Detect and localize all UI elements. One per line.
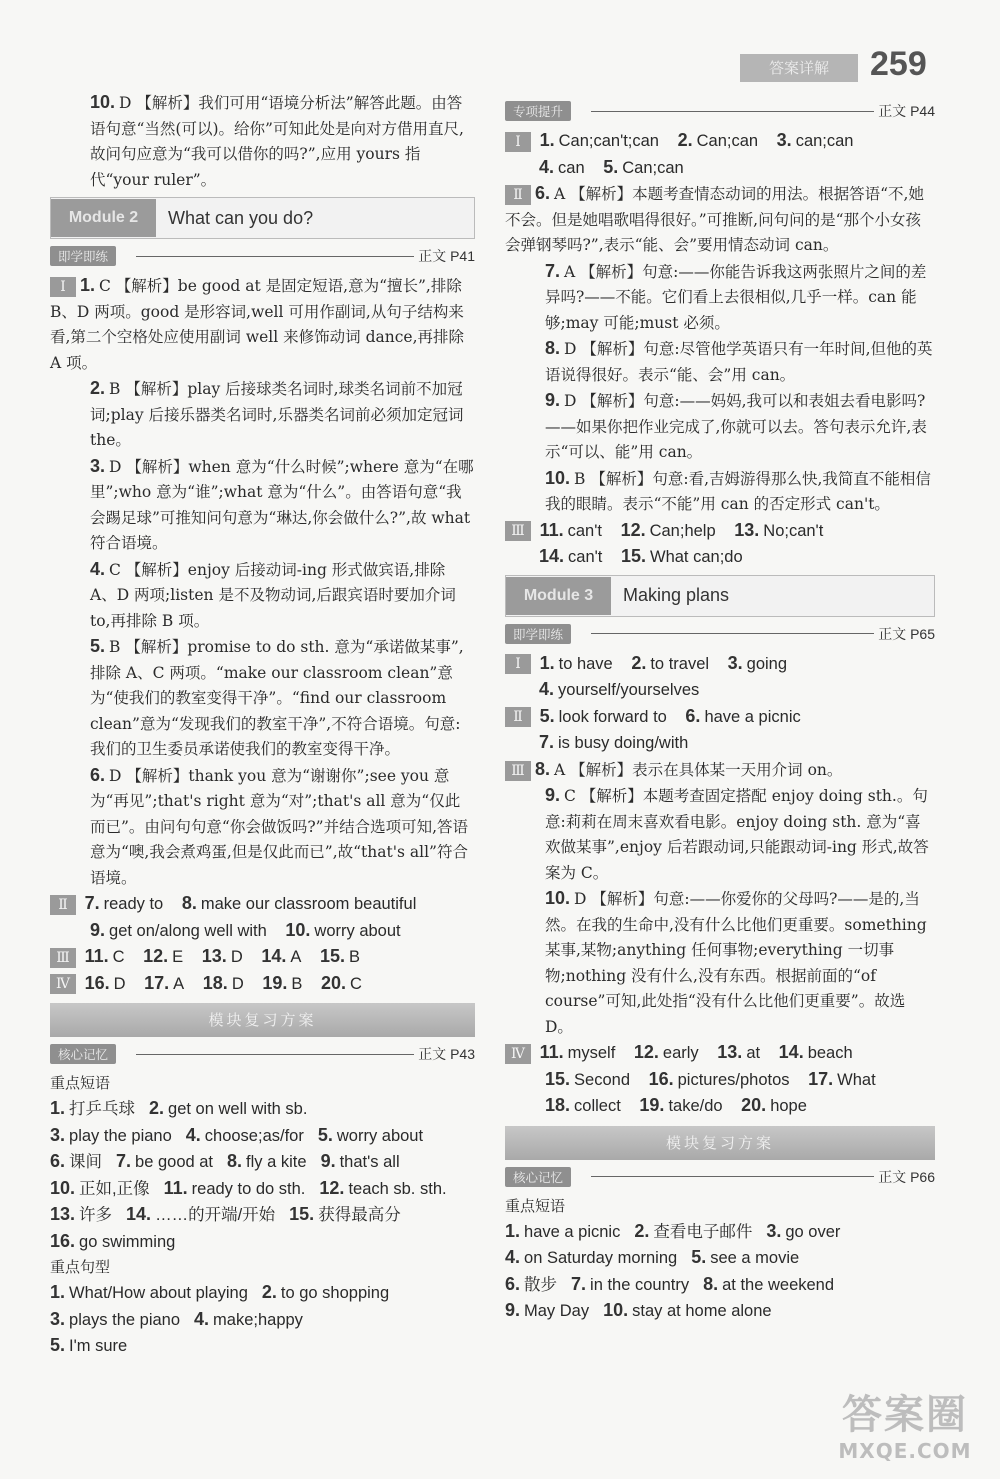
item-number: 10. [50,1177,76,1198]
core-memory-subheader [50,1043,475,1065]
item-number: 1. [50,1282,66,1302]
page-reference: 正文 P65 [878,625,935,642]
module-label: Module 3 [506,577,611,615]
answer-value: can't [568,548,603,566]
divider [591,1176,874,1177]
answer-value: at [746,1044,761,1062]
item-number: 11. [539,519,564,540]
answer-value: yourself/yourselves [558,681,700,699]
item-number: 8. [535,758,551,779]
item-number: 16. [648,1068,674,1089]
answer-item [505,783,935,886]
item-number: 16. [84,972,110,993]
m3-section-4-row-2 [505,1067,935,1094]
answer-item [505,886,935,1040]
left-column [50,90,475,1360]
answer-value: is busy doing/with [558,734,689,752]
item-number: 10. [285,919,311,940]
phrase-row [50,1176,475,1203]
answer-value: B [291,974,303,993]
answer-value: be good at [135,1153,214,1171]
answer-item [505,757,935,784]
section-roman-badge: Ⅲ [50,948,76,968]
answer-value: 课间 [69,1153,103,1171]
divider [591,111,874,112]
answer-value: A [173,974,185,993]
item-number: 8. [703,1273,719,1294]
answer-value: Can;can't;can [558,132,659,150]
section-roman-badge: Ⅰ [505,654,531,674]
answer-value: May Day [524,1302,590,1320]
answer-item [50,454,475,557]
practice-subheader [50,245,475,267]
answer-value: D [230,948,243,966]
item-number: 6. [90,764,106,785]
answer-value: hope [770,1097,807,1115]
section-tag: 答案详解 [740,54,858,82]
page-reference: 正文 P41 [418,248,475,264]
answer-value: No;can't [763,521,824,540]
item-number: 6. [50,1151,66,1171]
item-number: 5. [317,1124,333,1145]
answer-value: Can;can [622,158,684,177]
section-roman-badge: Ⅱ [50,895,76,915]
item-number: 2. [261,1282,277,1302]
answer-value: What can;do [650,548,743,566]
item-number: 2. [90,378,106,398]
item-number: 4. [185,1124,201,1145]
item-number: 17. [808,1068,834,1089]
item-number: 9. [545,785,561,805]
answer-item [505,466,935,518]
section-3-row-2 [505,544,935,571]
answer-value: to go shopping [280,1284,390,1302]
item-number: 8. [181,893,197,913]
m3-section-4-row-3 [505,1093,935,1120]
answer-value: 正如,正像 [79,1179,150,1198]
section-roman-badge: Ⅲ [505,521,531,541]
answer-value: Can;can [696,132,759,150]
item-number: 18. [545,1095,571,1115]
answer-value: go swimming [79,1232,176,1251]
item-number: 3. [776,130,792,150]
item-number: 7. [539,732,555,752]
item-number: 5. [603,156,619,177]
item-number: 1. [539,652,555,673]
sentence-row [50,1307,475,1334]
item-number: 7. [545,260,561,281]
page-reference: 正文 P44 [878,103,935,119]
m3-section-2-row-2 [505,730,935,757]
item-number: 9. [320,1151,336,1171]
answer-value: choose;as/for [204,1126,304,1145]
answer-value: B [349,948,361,966]
module-title: What can you do? [168,207,314,228]
item-text: D 【解析】thank you 意为“谢谢你”;see you 意为“再见”;that's right 意为“对”;that's all 意为“仅此而已”。由问句句意“你会做饭吗?”并结合选项可知,答语意为“噢,我会煮鸡蛋,但是仅此而已”,故“that's all”符合语境。 [90,766,469,887]
item-text: C 【解析】本题考查固定搭配 enjoy doing sth.。句意:莉莉在周末喜欢看电影。enjoy doing sth. 意为“喜欢做某事”,enjoy 后若跟动词,只能跟动词-ing 形式,故答案为 C。 [545,787,929,882]
item-text: D 【解析】句意:——你爱你的父母吗?——是的,当然。在我的生命中,没有什么比他们更重要。something 某事,某物;anything 任何事物;everything 一切事物;nothing 没有什么,没有东西。根据前面的“of course”可知,此处指“没有什么比他们更重要”。故选 D。 [545,890,927,1036]
item-number: 8. [227,1151,243,1171]
answer-item [50,376,475,454]
subheader-tag: 核心记忆 [505,1167,571,1187]
page-reference: 正文 P43 [418,1046,475,1062]
phrase-row [505,1219,935,1246]
phrase-row [50,1096,475,1123]
item-number: 1. [50,1098,66,1118]
section-3-row [50,944,475,971]
answer-item [50,634,475,763]
item-number: 11. [539,1042,564,1062]
item-number: 10. [603,1300,629,1320]
item-number: 4. [539,156,555,177]
sentence-row [50,1280,475,1307]
answer-value: worry about [336,1126,424,1145]
answer-value: to have [558,654,613,673]
item-number: 3. [766,1220,782,1241]
answer-value: fly a kite [246,1153,307,1171]
subheader-tag: 核心记忆 [50,1044,116,1064]
special-practice-subheader [505,100,935,122]
module-3-header [505,575,935,617]
item-number: 16. [50,1230,76,1251]
item-text: C 【解析】enjoy 后接动词-ing 形式做宾语,排除 A、D 两项;listen 是不及物动词,后跟宾语时要加介词 to,再排除 B 项。 [90,560,456,630]
answer-value: ……的开端/开始 [155,1206,276,1224]
section-roman-badge: Ⅱ [505,185,531,205]
answer-value: Can;help [649,521,716,540]
item-number: 19. [639,1095,665,1115]
item-number: 6. [505,1273,521,1294]
item-number: 18. [202,972,228,993]
phrase-row [50,1202,475,1229]
item-text: A 【解析】本题考查情态动词的用法。根据答语“不,她不会。但是她唱歌唱得很好。”可推断,问句问的是“那个小女孩会弹钢琴吗?”,表示“能、会”要用情态动词 can。 [505,185,924,254]
divider [136,256,414,257]
item-number: 4. [505,1247,521,1267]
item-number: 14. [261,946,287,966]
answer-value: early [662,1044,699,1062]
item-number: 1. [80,275,96,295]
answer-value: at the weekend [722,1275,835,1294]
item-number: 7. [116,1151,132,1171]
phrase-row [505,1272,935,1299]
answer-value: 打乒乓球 [69,1100,136,1118]
answer-value: worry about [314,921,401,940]
item-text: B 【解析】句意:看,吉姆游得那么快,我简直不能相信我的眼睛。表示“不能”用 can 的否定形式 can't。 [545,469,931,513]
m3-section-1-row-1 [505,651,935,678]
answer-value: 查看电子邮件 [653,1222,753,1241]
item-number: 2. [634,1220,650,1241]
m3-explanations [505,757,935,1041]
answer-value: C [112,948,125,966]
item-number: 11. [84,946,109,966]
key-phrases-list [50,1096,475,1255]
item-number: 1. [539,130,555,150]
answer-item [50,763,475,892]
item-number: 9. [90,919,106,940]
item-text: D 【解析】句意:尽管他学英语只有一年时间,但他的英语说得很好。表示“能、会”用 can。 [545,340,933,384]
item-number: 13. [50,1204,76,1224]
item-text: D 【解析】when 意为“什么时候”;where 意为“在哪里”;who 意为“谁”;what 意为“什么”。由答语句意“我会踢足球”可推知问句意为“琳达,你会做什么?”,故 what 符合语境。 [90,457,474,552]
item-number: 12. [620,519,646,540]
answer-value: stay at home alone [632,1302,772,1320]
item-text: A 【解析】句意:——你能告诉我这两张照片之间的差异吗?——不能。它们看上去很相似,几乎一样。can 能够;may 可能;must 必须。 [545,262,927,332]
phrase-row [50,1149,475,1176]
answer-value: A [290,948,302,966]
item-text: B 【解析】promise to do sth. 意为“承诺做某事”,排除 A、C 两项。“make our classroom clean”意为“使我们的教室变得干净”。“find our classroom clean”意为“发现我们的教室干净”,不符合语境。句意:我们的卫生委员承诺使我们的教室变得干净。 [90,638,464,758]
item-number: 3. [50,1124,66,1145]
answer-value: make;happy [213,1310,303,1329]
item-number: 2. [149,1098,165,1118]
m3-section-4-row-1 [505,1040,935,1067]
answer-value: myself [567,1044,616,1062]
answer-item [505,259,935,337]
answer-value: see a movie [710,1249,800,1267]
item-number: 13. [717,1042,743,1062]
item-number: 9. [505,1300,521,1320]
item-number: 12. [319,1177,345,1198]
subheader-tag: 即学即练 [505,624,571,644]
divider [136,1054,414,1055]
module-label: Module 2 [51,199,156,237]
review-banner: 模块复习方案 [50,1003,475,1037]
item-number: 5. [539,705,555,726]
divider [591,633,874,634]
answer-value: play the piano [69,1126,172,1145]
item-number: 13. [734,519,760,540]
answer-value: ready to do sth. [191,1179,306,1198]
phrase-row [50,1229,475,1256]
item-text: B 【解析】play 后接球类名词时,球类名词前不加冠词;play 后接乐器类名词时,乐器类名词前必须加定冠词 the。 [90,380,464,449]
item-number: 12. [143,946,169,966]
answer-value: E [172,948,184,966]
answer-value: D [231,974,244,993]
item-number: 5. [50,1335,66,1355]
answer-value: plays the piano [69,1310,181,1329]
item-number: 3. [727,652,743,673]
item-number: 3. [90,455,106,476]
answer-value: can [558,158,585,177]
section-roman-badge: Ⅳ [50,974,76,994]
item-number: 7. [571,1273,587,1294]
key-phrases-heading: 重点短语 [50,1074,111,1092]
phrase-row [505,1298,935,1325]
item-number: 15. [319,946,345,966]
item-number: 19. [262,972,288,993]
phrase-row [505,1245,935,1272]
item-number: 12. [633,1042,659,1062]
key-phrases-list [505,1219,935,1325]
item-number: 20. [320,972,346,993]
item-number: 20. [741,1095,767,1115]
watermark-logo [830,1392,980,1474]
answer-value: have a picnic [524,1222,621,1241]
item-text: D 【解析】句意:——妈妈,我可以和表姐去看电影吗?——如果你把作业完成了,你就可以去。答句表示允许,表示“可以、能”用 can。 [545,392,927,461]
m3-section-1-row-2 [505,677,935,704]
item-text: A 【解析】表示在具体某一天用介词 on。 [554,760,843,779]
item-number: 1. [505,1220,521,1241]
practice-subheader [505,623,935,645]
key-sentences-list [50,1280,475,1360]
item-text: C 【解析】be good at 是固定短语,意为“擅长”,排除 B、D 两项。good 是形容词,well 可用作副词,从句子结构来看,第二个空格处应使用副词 well 来修饰动词 dance,再排除 A 项。 [50,277,464,372]
answer-value: ready to [103,895,164,913]
item-number: 4. [90,558,106,579]
answer-value: What [837,1070,876,1089]
answer-item [505,181,935,259]
section-1-row-1 [505,128,935,155]
item-number: 15. [545,1068,571,1089]
answer-value: D [113,974,126,993]
answer-value: going [746,654,788,673]
subheader-tag: 即学即练 [50,246,116,266]
item-number: 2. [677,130,693,150]
right-column [505,96,935,1325]
answer-value: in the country [590,1275,690,1294]
item-number: 13. [201,946,227,966]
section-roman-badge: Ⅳ [505,1044,531,1064]
answer-value: on Saturday morning [524,1249,678,1267]
item-number: 6. [685,705,701,726]
answer-item [50,273,475,376]
section-2-row-2 [50,918,475,945]
answer-value: get on/along well with [109,921,267,940]
section-roman-badge: Ⅰ [50,277,76,297]
answer-value: can't [567,521,602,540]
answer-value: Second [574,1070,630,1089]
item-number: 10. [545,888,571,908]
m3-section-2-row-1 [505,704,935,731]
answer-item [50,557,475,635]
answer-value: pictures/photos [677,1070,790,1089]
answer-10-explanation [50,90,475,193]
item-number: 4. [539,679,555,699]
answer-item [505,336,935,388]
section-2-row-1 [50,891,475,918]
answer-value: make our classroom beautiful [200,895,417,913]
phrase-row [50,1123,475,1150]
item-number: 15. [620,546,646,566]
item-number: 5. [90,636,106,656]
section-4-row [50,971,475,998]
item-number: 8. [545,338,561,358]
item-number: 17. [144,972,170,993]
left-explanations [50,273,475,891]
answer-value: to travel [650,654,710,673]
answer-value: beach [807,1044,853,1062]
answer-value: look forward to [558,707,667,726]
item-number: 7. [84,893,100,913]
answer-value: What/How about playing [69,1284,248,1302]
answer-value: can;can [795,132,854,150]
answer-value: have a picnic [704,707,801,726]
item-number: 4. [194,1308,210,1329]
answer-value: that's all [339,1153,400,1171]
watermark-url: MXQE.COM [838,1439,972,1463]
item-number: 14. [539,546,565,566]
item-number: 14. [778,1042,804,1062]
answer-value: collect [574,1097,621,1115]
section-roman-badge: Ⅱ [505,707,531,727]
answer-value: go over [785,1222,841,1241]
module-2-header [50,197,475,239]
item-number: 14. [126,1204,152,1224]
sentence-row [50,1333,475,1360]
answer-value: 许多 [79,1206,113,1224]
item-number: 2. [631,652,647,673]
review-banner: 模块复习方案 [505,1126,935,1160]
answer-value: take/do [668,1097,723,1115]
item-number: 10. [90,92,116,112]
right-explanations [505,181,935,518]
item-number: 9. [545,390,561,410]
answer-value: get on well with sb. [168,1100,308,1118]
key-sentences-heading: 重点句型 [50,1258,111,1276]
item-text: D 【解析】我们可用“语境分析法”解答此题。由答语句意“当然(可以)。给你”可知此处是向对方借用直尺,故问句应意为“我可以借你的吗?”,应用 yours 指代“your ruler”。 [90,94,464,189]
section-roman-badge: Ⅲ [505,761,531,781]
item-number: 3. [50,1308,66,1329]
item-number: 6. [535,183,551,203]
core-memory-subheader [505,1166,935,1188]
page-reference: 正文 P66 [878,1168,935,1185]
module-title: Making plans [623,585,730,605]
item-number: 5. [691,1247,707,1267]
answer-value: C [350,974,362,993]
section-1-row-2 [505,155,935,182]
item-number: 11. [163,1177,188,1198]
answer-value: 散步 [524,1275,558,1294]
answer-item [505,388,935,466]
key-phrases-heading: 重点短语 [505,1196,566,1215]
watermark-text: 答案圈 [842,1392,968,1438]
answer-value: 获得最高分 [318,1206,401,1224]
section-roman-badge: Ⅰ [505,132,531,152]
answer-value: I'm sure [69,1337,128,1355]
item-number: 15. [289,1204,315,1224]
answer-value: teach sb. sth. [348,1179,447,1198]
page-number: 259 [870,45,927,83]
section-3-row-1 [505,518,935,545]
subheader-tag: 专项提升 [505,101,571,121]
item-number: 10. [545,467,571,488]
